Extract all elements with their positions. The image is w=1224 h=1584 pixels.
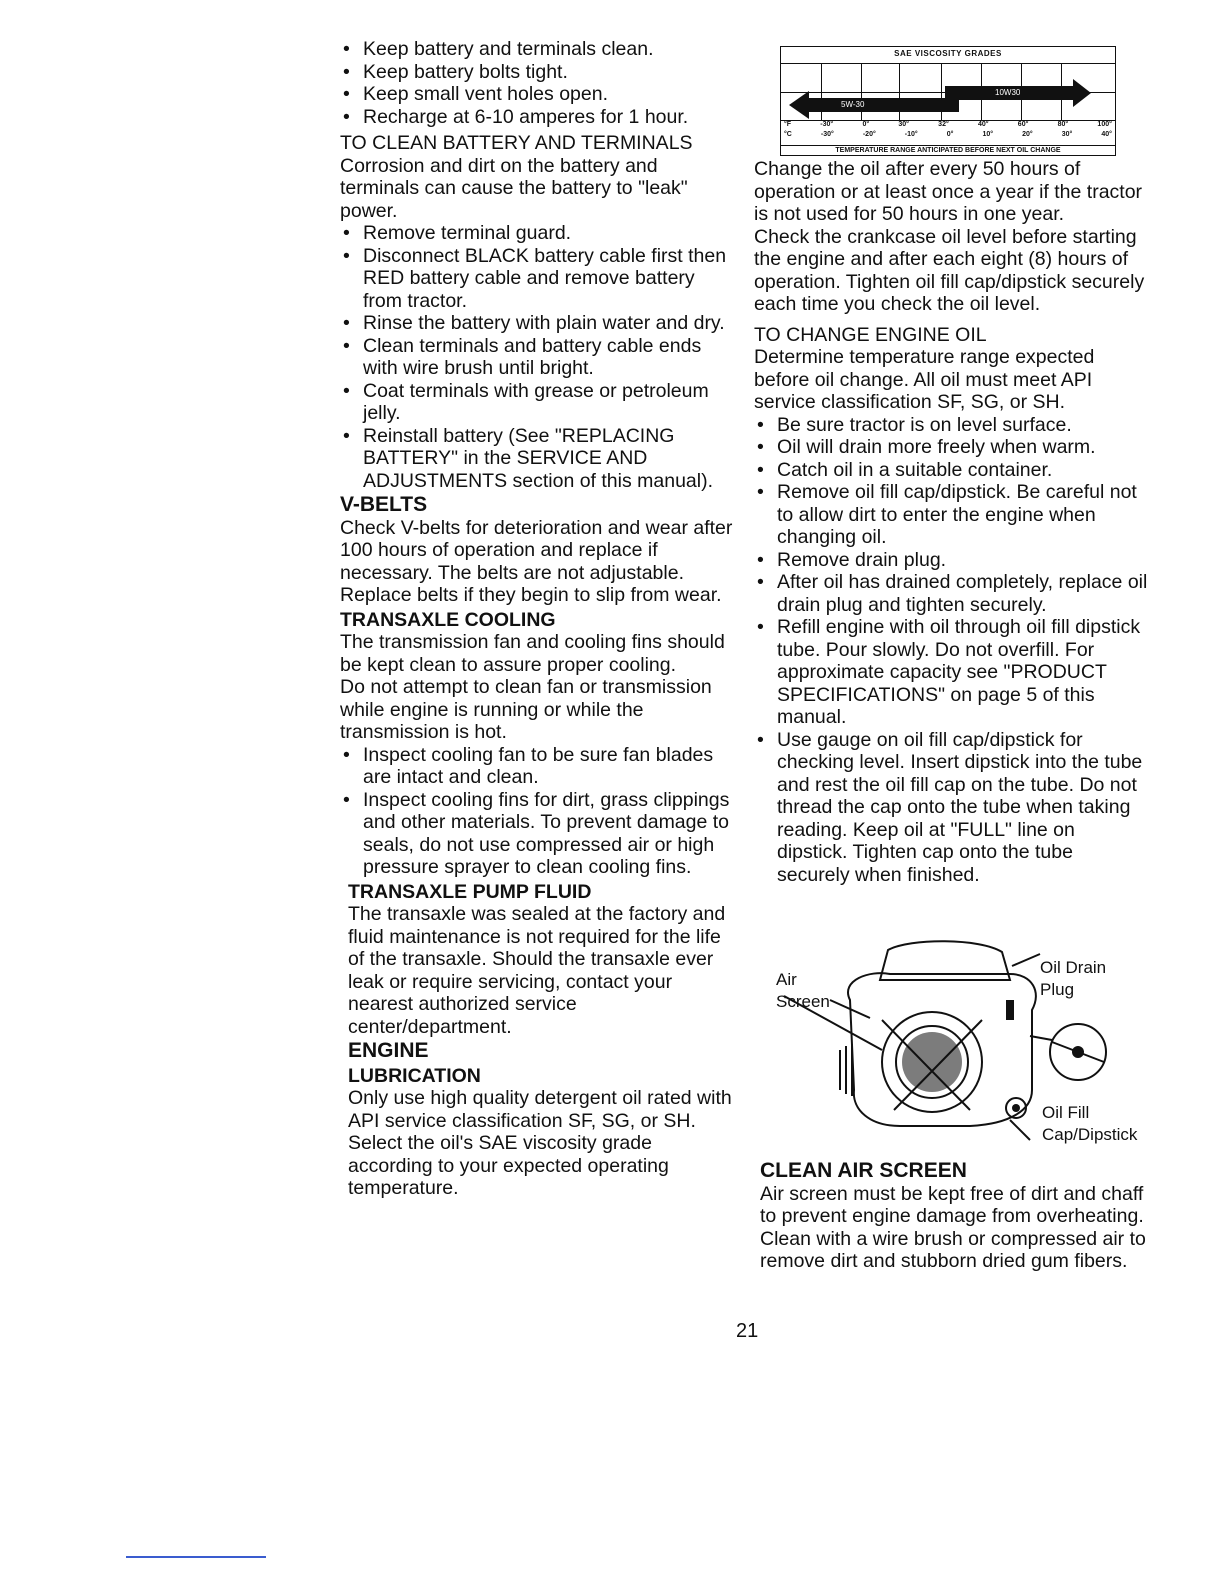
tick-label: 0° <box>946 131 954 138</box>
sae-viscosity-chart <box>780 46 1116 156</box>
engine-heading: ENGINE <box>348 1039 429 1062</box>
battery-care-list <box>340 38 735 128</box>
transaxle-cooling-text-1: The transmission fan and cooling fins should be kept clean to assure proper cooling. <box>340 631 725 676</box>
oil-drain-label: Oil Drain <box>1040 958 1107 977</box>
clean-air-text: Air screen must be kept free of dirt and chaff to prevent engine damage from overheating. Clean with a wire brush or compressed air to remove dirt and stubborn dried gum fibers. <box>760 1182 1146 1272</box>
clean-battery-text: Corrosion and dirt on the battery and terminals can cause the battery to "leak" power. <box>340 154 688 222</box>
arrow-left-icon <box>789 91 809 119</box>
tick-label: 100° <box>1097 121 1112 128</box>
clean-battery-list <box>340 222 735 492</box>
tick-label: 20° <box>1022 131 1033 138</box>
check-oil-text: Check the crankcase oil level before starting the engine and after each eight (8) hours of operation. Tighten oil fill cap/dipstick securely each time you check the oil level. <box>754 225 1145 315</box>
tick-label: 30° <box>1061 131 1073 138</box>
tick-label: -10° <box>904 131 918 138</box>
clean-battery-heading: TO CLEAN BATTERY AND TERMINALS <box>340 132 693 154</box>
change-engine-oil-list <box>754 414 1149 887</box>
lubrication-heading: LUBRICATION <box>348 1064 481 1087</box>
clean-air-heading: CLEAN AIR SCREEN <box>760 1159 967 1182</box>
list-item: • Disconnect BLACK battery cable first then RED battery cable and remove battery from tractor. <box>340 245 735 313</box>
change-oil-text: Change the oil after every 50 hours of operation or at least once a year if the tractor is not used for 50 hours in one year. <box>754 158 1143 225</box>
tick-label: 32° <box>938 121 949 128</box>
transaxle-cooling-list <box>340 744 735 879</box>
list-item: • Remove drain plug. <box>754 549 1149 572</box>
list-item: • After oil has drained completely, replace oil drain plug and tighten securely. <box>754 571 1149 616</box>
tick-label: 40° <box>977 121 989 128</box>
list-item: • Inspect cooling fan to be sure fan blades are intact and clean. <box>340 744 735 789</box>
list-item: • Recharge at 6-10 amperes for 1 hour. <box>340 106 735 129</box>
tick-label: 30° <box>898 121 909 128</box>
chart-grid <box>781 63 1115 121</box>
tick-label: 40° <box>1101 131 1112 138</box>
right-column <box>754 158 1149 886</box>
page-number: 21 <box>736 1320 759 1342</box>
tick-label: 0° <box>862 121 870 128</box>
grade-bar-5w30 <box>807 98 959 112</box>
list-item: • Clean terminals and battery cable ends with wire brush until bright. <box>340 335 735 380</box>
grade-label-10w30: 10W30 <box>995 88 1021 97</box>
footer-divider <box>126 1556 266 1558</box>
list-item: • Keep battery and terminals clean. <box>340 38 735 61</box>
list-item: • Oil will drain more freely when warm. <box>754 436 1149 459</box>
change-engine-oil-heading: TO CHANGE ENGINE OIL <box>754 323 987 346</box>
clean-air-section <box>760 1160 1150 1273</box>
list-item: • Coat terminals with grease or petroleum jelly. <box>340 380 735 425</box>
vbelts-text: Check V-belts for deterioration and wear after 100 hours of operation and replace if necessary. The belts are not adjustable. Replace belts if they begin to slip from wear. <box>340 516 733 606</box>
cap-dipstick-label: Cap/Dipstick <box>1042 1125 1138 1144</box>
air-label: Air <box>776 970 797 989</box>
list-item: • Remove oil fill cap/dipstick. Be careful not to allow dirt to enter the engine when changing oil. <box>754 481 1149 549</box>
oil-fill-label: Oil Fill <box>1042 1103 1090 1122</box>
tick-label: -20° <box>862 131 876 138</box>
screen-label: Screen <box>776 992 830 1011</box>
lubrication-text: Only use high quality detergent oil rated with API service classification SF, SG, or SH. Select the oil's SAE viscosity grade according to your expected operating temperature. <box>348 1087 732 1199</box>
list-item: • Catch oil in a suitable container. <box>754 459 1149 482</box>
transaxle-cooling-heading: TRANSAXLE COOLING <box>340 608 556 631</box>
transaxle-cooling-text-2: Do not attempt to clean fan or transmission while engine is running or while the transmission is hot. <box>340 676 712 743</box>
pump-fluid-heading: TRANSAXLE PUMP FLUID <box>348 880 592 903</box>
left-column <box>340 38 735 1200</box>
engine-illustration <box>770 940 1150 1150</box>
change-engine-oil-text: Determine temperature range expected before oil change. All oil must meet API service classification SF, SG, or SH. <box>754 346 1095 413</box>
tick-label: °F <box>784 121 792 128</box>
tick-label: -30° <box>820 131 834 138</box>
arrow-right-icon <box>1073 79 1091 107</box>
pump-fluid-text: The transaxle was sealed at the factory and fluid maintenance is not required for the life of the transaxle. Should the transaxle ever leak or require servicing, contact your nearest authorized service center/department. <box>348 903 726 1038</box>
grade-label-5w30: 5W-30 <box>841 100 865 109</box>
list-item: • Inspect cooling fins for dirt, grass clippings and other materials. To prevent damage to seals, do not use compressed air or high pressure sprayer to clean cooling fins. <box>340 789 735 879</box>
chart-footer: TEMPERATURE RANGE ANTICIPATED BEFORE NEXT OIL CHANGE <box>781 145 1115 154</box>
list-item: • Be sure tractor is on level surface. <box>754 414 1149 437</box>
vbelts-heading: V-BELTS <box>340 493 428 516</box>
tick-label: 60° <box>1017 121 1029 128</box>
list-item: • Rinse the battery with plain water and dry. <box>340 312 735 335</box>
tick-label: °C <box>784 131 792 138</box>
plug-label: Plug <box>1040 980 1075 999</box>
list-item: • Reinstall battery (See "REPLACING BATTERY" in the SERVICE AND ADJUSTMENTS section of this manual). <box>340 425 735 493</box>
tick-label: 10° <box>982 131 994 138</box>
list-item: • Refill engine with oil through oil fill dipstick tube. Pour slowly. Do not overfill. For approximate capacity see "PRODUCT SPECIFICATIONS" on page 5 of this manual. <box>754 616 1149 729</box>
tick-label: 80° <box>1057 121 1069 128</box>
fahrenheit-scale <box>784 121 1112 128</box>
list-item: • Keep battery bolts tight. <box>340 61 735 84</box>
tick-label: -30° <box>820 121 834 128</box>
celsius-scale <box>784 131 1112 138</box>
chart-title: SAE VISCOSITY GRADES <box>894 49 1002 58</box>
list-item: • Remove terminal guard. <box>340 222 735 245</box>
list-item: • Use gauge on oil fill cap/dipstick for checking level. Insert dipstick into the tube and rest the oil fill cap on the tube. Do not thread the cap onto the tube when taking reading. Keep oil at "FULL" line on dipstick. Tighten cap onto the tube securely when finished. <box>754 729 1149 887</box>
list-item: • Keep small vent holes open. <box>340 83 735 106</box>
